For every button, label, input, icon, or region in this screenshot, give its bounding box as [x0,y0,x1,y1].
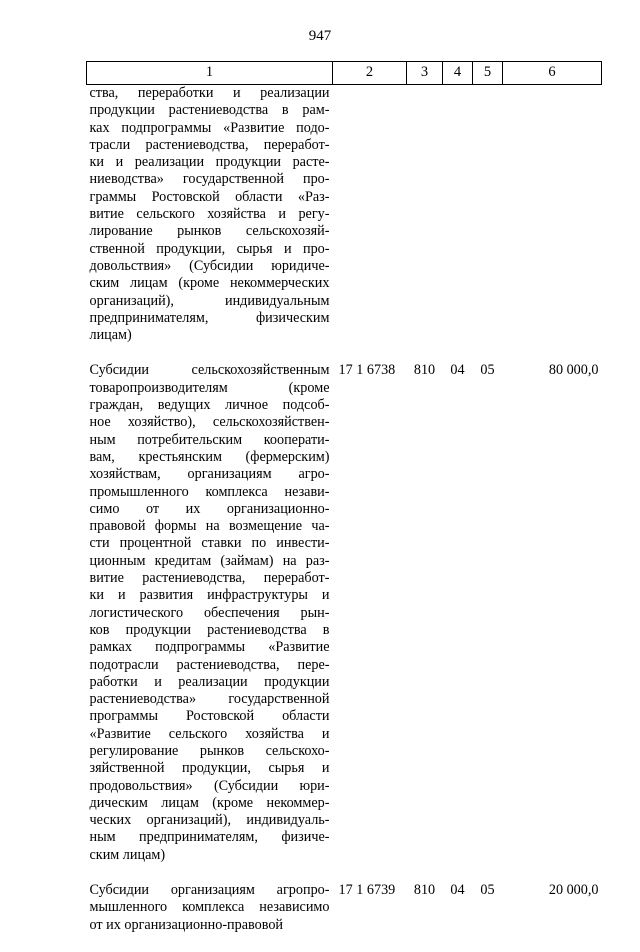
expense-type: 810 [413,362,436,379]
description-line: регулирование рынков сельскохо- [89,742,330,759]
section-code: 04 [450,362,465,379]
header-col-2: 2 [333,62,407,85]
description-line: дическим лицам (кроме некоммер- [89,794,330,811]
description-line: витие растениеводства, переработ- [89,570,330,587]
description-line: ки и развития инфраструктуры и [89,587,330,604]
description-line: граждан, ведущих личное подсоб- [89,397,330,414]
description-line: рамках подпрограммы «Развитие [89,639,330,656]
description-line: вам, крестьянским (фермерским) [89,448,330,465]
description-line: логистического обеспечения рын- [89,604,330,621]
amount: 80 000,0 [548,362,599,379]
description-line: ским лицам) [89,846,166,863]
section-code: 04 [450,882,465,899]
budget-table [86,61,602,952]
description-line: предпринимателям, физическим [89,309,330,326]
description-line: промышленного комплекса незави- [89,483,330,500]
description-line: ционным кредитам (займам) на раз- [89,552,330,569]
description-line: ским лицам (кроме некоммерческих [89,275,330,292]
header-col-3: 3 [407,62,443,85]
table-header-row [87,62,602,85]
header-col-5: 5 [473,62,503,85]
description-line: ческих организаций), индивидуаль- [89,812,330,829]
row-description [87,882,333,952]
description-line: довольствия» (Субсидии юридиче- [89,257,330,274]
description-line: ственной продукции, сырья и про- [89,240,330,257]
description-line: организаций), индивидуальным [89,292,330,309]
description-line: ки и реализации продукции расте- [89,154,330,171]
target-code: 17 1 6739 [338,882,396,899]
subsection-code [473,85,503,363]
table-row [87,85,602,363]
description-line: ках подпрограммы «Развитие подо- [89,119,330,136]
description-line: витие сельского хозяйства и регу- [89,206,330,223]
row-description [87,362,333,882]
page-number: 947 [308,28,332,44]
description-line: продукции растениеводства в рам- [89,102,330,119]
description-line: «Развитие сельского хозяйства и [89,725,330,742]
description-line: программы Ростовской области [89,708,330,725]
expense-type: 810 [413,882,436,899]
description-line: ниеводства» государственной про- [89,171,330,188]
description-line: симо от их организационно- [89,500,330,517]
description-line: подотрасли растениеводства, пере- [89,656,330,673]
table-body [87,85,602,952]
description-line: ков продукции растениеводства в [89,621,330,638]
description-line: лицам) [89,327,132,344]
description-line: зяйственной продукции, сырья и [89,760,330,777]
table-row [87,362,602,882]
header-col-1: 1 [87,62,333,85]
description-line: лирование рынков сельскохозяй- [89,223,330,240]
section-code [443,85,473,363]
target-code: 17 1 6738 [338,362,396,379]
header-col-4: 4 [443,62,473,85]
row-description [87,85,333,363]
description-line: правовой формы на возмещение ча- [89,518,330,535]
table-row [87,882,602,952]
description-line: мышленного комплекса независимо [89,899,330,916]
description-line: ное хозяйство), сельскохозяйствен- [89,414,330,431]
description-line: сти процентной ставки по инвести- [89,535,330,552]
target-code [333,85,407,363]
description-line: растениеводства» государственной [89,691,330,708]
amount [503,85,602,363]
description-line: хозяйствам, организациям агро- [89,466,330,483]
expense-type [407,85,443,363]
description-line: ным предпринимателям, физиче- [89,829,330,846]
description-line: работки и реализации продукции [89,673,330,690]
description-line: граммы Ростовской области «Раз- [89,188,330,205]
description-line: продовольствия» (Субсидии юри- [89,777,330,794]
description-line: Субсидии сельскохозяйственным [89,362,330,379]
subsection-code: 05 [480,362,495,379]
subsection-code: 05 [480,882,495,899]
amount: 20 000,0 [548,882,599,899]
description-line: Субсидии организациям агропро- [89,882,330,899]
description-line: ства, переработки и реализации [89,85,330,101]
description-line: трасли растениеводства, переработ- [89,136,330,153]
header-col-6: 6 [503,62,602,85]
description-line: ным потребительским кооперати- [89,431,330,448]
description-line: товаропроизводителям (кроме [89,379,330,396]
description-line: от их организационно-правовой [89,916,284,933]
